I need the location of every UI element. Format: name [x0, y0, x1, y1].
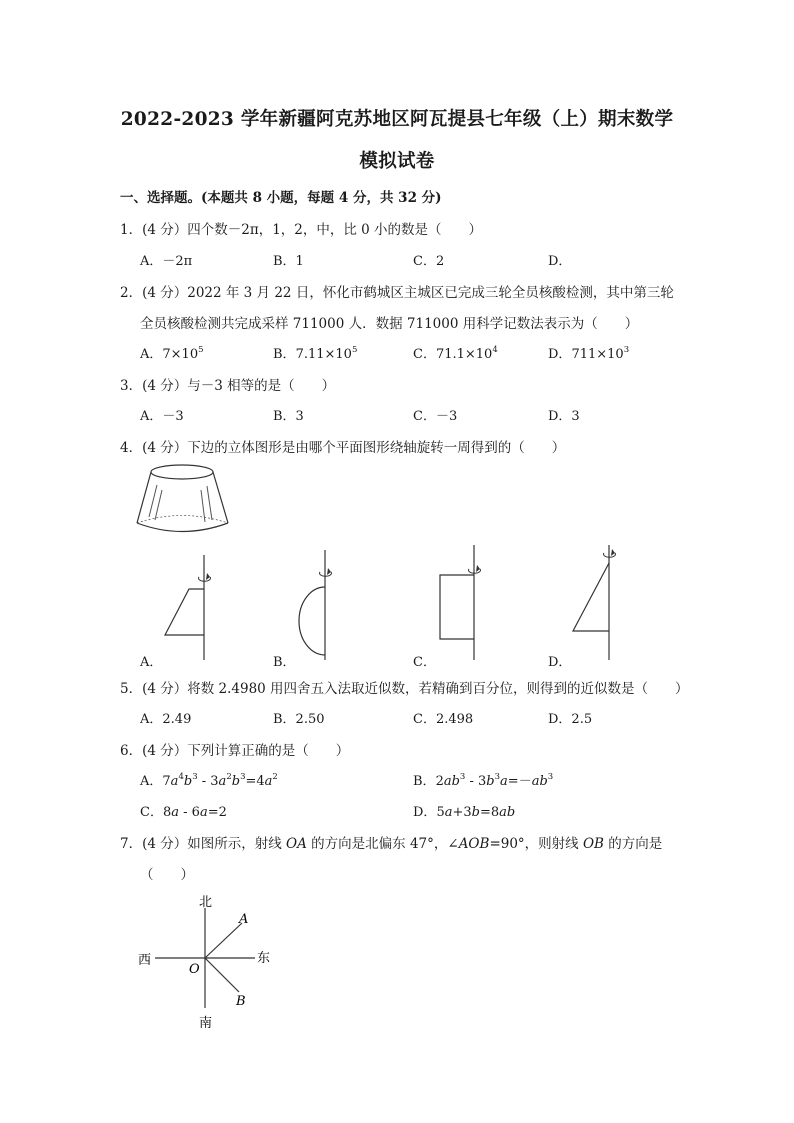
question-6-stem: 6．(4 分）下列计算正确的是（ ） — [120, 743, 350, 759]
section-heading: 一、选择题。(本题共 8 小题，每题 4 分，共 32 分) — [120, 190, 442, 206]
q5-option-c: C．2.498 — [413, 712, 474, 727]
question-7-stem-line2: （ ） — [140, 867, 194, 883]
q6-option-b: B．$2ab^3 - 3b^3a=-ab^3$ — [413, 772, 554, 789]
q5-option-b: B．2.50 — [273, 712, 325, 727]
q4-solid-figure — [135, 460, 235, 538]
q1-option-b: B．1 — [273, 254, 304, 269]
label-south: 南 — [199, 1016, 213, 1031]
label-point-a: A — [239, 912, 249, 927]
q1-option-a: A．－2π — [140, 254, 193, 269]
question-2-stem-line2: 全员核酸检测共完成采样 711000 人．数据 711000 用科学记数法表示为（ ） — [140, 316, 639, 332]
q4-option-c-figure — [430, 545, 500, 660]
q3-option-c: C．－3 — [413, 409, 458, 424]
q7-compass-figure — [135, 890, 285, 1030]
q4-option-d-label: D． — [548, 655, 572, 670]
question-3-stem: 3．(4 分）与－3 相等的是（ ） — [120, 378, 336, 394]
q5-option-d: D．2.5 — [548, 712, 593, 727]
label-origin: O — [189, 962, 200, 977]
label-west: 西 — [138, 953, 152, 968]
q6-option-d: D．5a+3b=8ab — [413, 805, 516, 820]
page-subtitle: 模拟试卷 — [359, 151, 435, 172]
q6-option-a: A．$7a^4b^3 - 3a^2b^3=4a^2$ — [140, 772, 278, 789]
q4-option-c-label: C． — [413, 655, 436, 670]
q6-option-c: C．8a - 6a=2 — [140, 805, 227, 820]
q4-option-b-figure — [290, 550, 350, 660]
q4-option-d-figure — [565, 545, 635, 660]
q2-option-c: C．$71.1\times 10^4$ — [413, 345, 498, 362]
q5-option-a: A．2.49 — [140, 712, 192, 727]
q4-option-a-label: A． — [140, 655, 163, 670]
q2-option-a: A．$7\times 10^5$ — [140, 345, 204, 362]
q3-option-a: A．－3 — [140, 409, 184, 424]
q2-option-b: B．$7.11\times 10^5$ — [273, 345, 358, 362]
q3-option-b: B．3 — [273, 409, 304, 424]
ray-ob — [205, 958, 239, 992]
question-4-stem: 4．(4 分）下边的立体图形是由哪个平面图形绕轴旋转一周得到的（ ） — [120, 440, 566, 456]
q2-option-d: D．$711\times 10^3$ — [548, 345, 630, 362]
label-north: 北 — [199, 895, 213, 910]
question-7-stem: 7．(4 分）如图所示，射线 OA 的方向是北偏东 47°，∠AOB=90°，则射线 OB 的方向是 — [120, 836, 663, 852]
q1-option-d: D． — [548, 254, 572, 269]
ray-oa — [205, 923, 242, 958]
question-1-stem: 1．(4 分）四个数－2π，1，2，中，比 0 小的数是（ ） — [120, 222, 483, 238]
question-2-stem-line1: 2．(4 分）2022 年 3 月 22 日，怀化市鹤城区主城区已完成三轮全员核酸检测，其中第三轮 — [120, 285, 674, 301]
q3-option-d: D．3 — [548, 409, 580, 424]
label-point-b: B — [236, 994, 246, 1009]
q1-option-c: C．2 — [413, 254, 445, 269]
q4-option-b-label: B． — [273, 655, 296, 670]
q4-option-a-figure — [160, 555, 220, 660]
page-title: 2022-2023 学年新疆阿克苏地区阿瓦提县七年级（上）期末数学 — [120, 109, 674, 130]
label-east: 东 — [257, 951, 271, 966]
question-5-stem: 5．(4 分）将数 2.4980 用四舍五入法取近似数，若精确到百分位，则得到的近似数是（ ） — [120, 681, 689, 697]
